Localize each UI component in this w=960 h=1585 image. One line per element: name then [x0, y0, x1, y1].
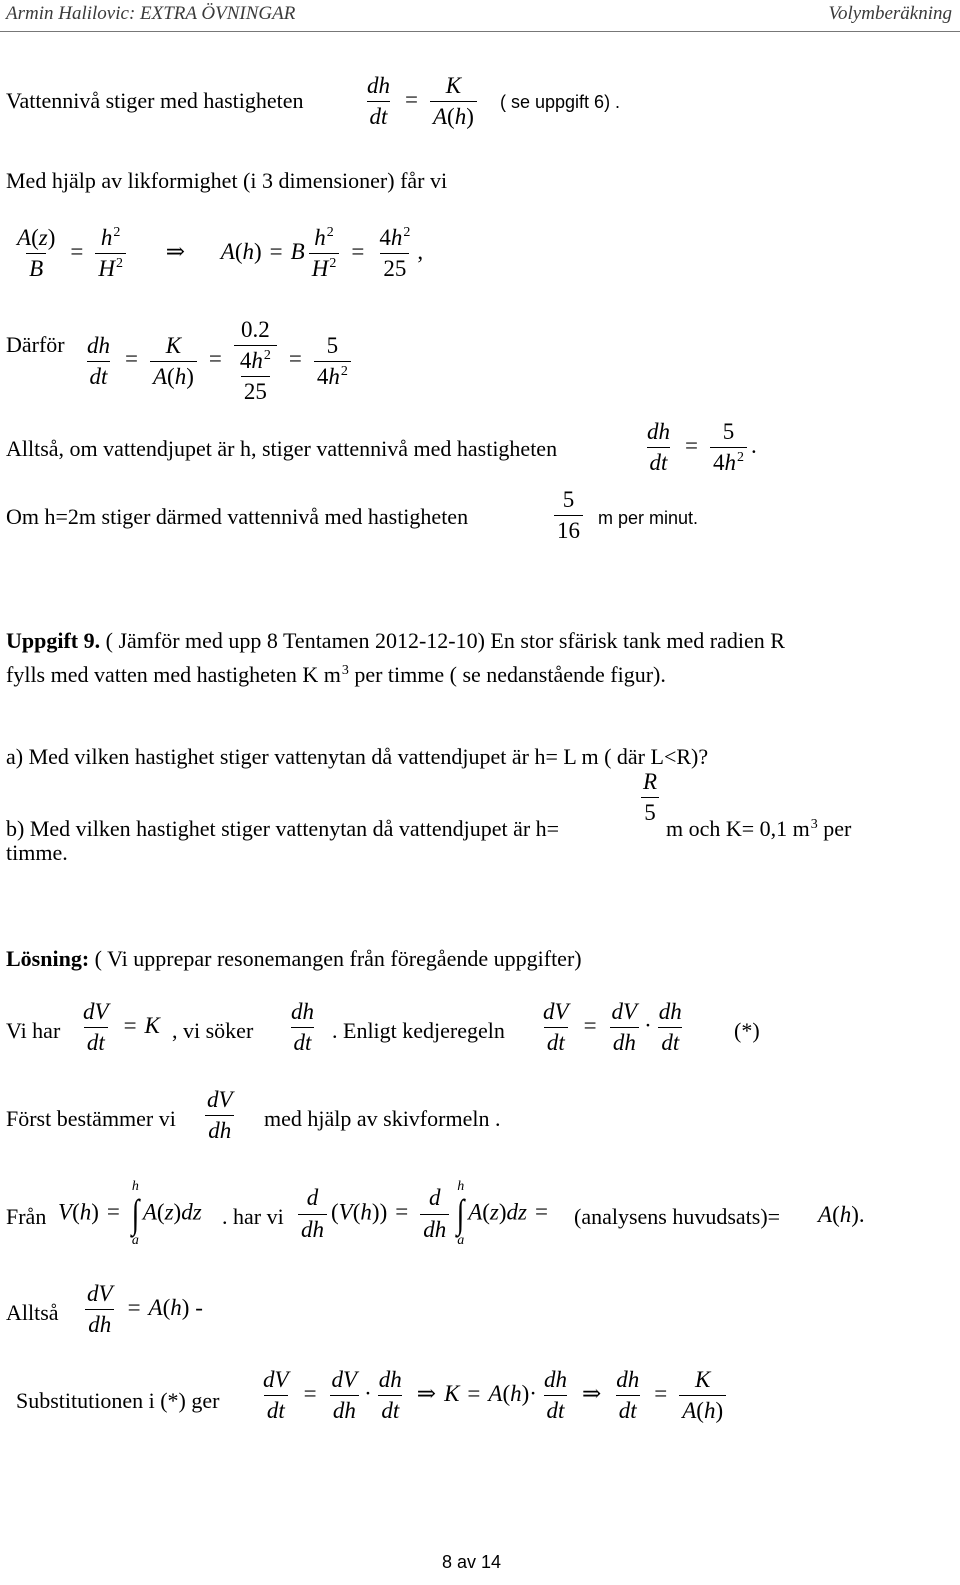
question-b-suffix: per	[823, 816, 852, 841]
question-b-line2: timme.	[6, 840, 68, 865]
harvi-label: . har vi	[222, 1204, 284, 1229]
header-rule	[0, 31, 960, 32]
intro-line1-suffix: ( se uppgift 6) .	[500, 92, 621, 112]
uppgift-line2: fylls med vatten med hastigheten K $m^3$ per timme ( se nedanstående figur).	[6, 662, 666, 687]
question-b-mid: m och K= 0,1 $m^3$ per	[666, 816, 852, 841]
question-b-mid-text: m och K= 0,1 m	[666, 816, 810, 841]
uppgift-text2b: per timme ( se nedanstående figur).	[354, 662, 666, 687]
darfor-label: Därför	[6, 332, 65, 357]
formula-dv-dt-k: $\frac{dV}{dt}$ = K	[83, 999, 160, 1056]
formula-darfor: $\frac{dh}{dt}$ = $\frac{K}{A(h)}$ = $\frac{0.2}{\frac{4h^2}{25}}$ = $\frac{5}{4h^2}$	[80, 318, 355, 404]
formula-chain-rule: $\frac{dV}{dt}$ = $\frac{dV}{dh}$ · $\frac{dh}{dt}$	[543, 999, 682, 1056]
losning-text: ( Vi upprepar resonemangen från föregående uppgifter)	[94, 946, 582, 971]
alltsa-line: Alltså, om vattendjupet är h, stiger vattennivå med hastigheten	[6, 436, 558, 461]
intro-line1-text: Vattennivå stiger med hastigheten	[6, 88, 304, 113]
uppgift-label: Uppgift 9.	[6, 628, 101, 653]
om-line: Om h=2m stiger därmed vattennivå med hastigheten	[6, 504, 469, 529]
formula-derivative-integral: $\frac{d}{dh}$ (V(h)) = $\frac{d}{dh}$ h ∫ a A(z)dz =	[294, 1180, 556, 1248]
forst-label: Först bestämmer vi	[6, 1106, 176, 1131]
per-minut: m per minut.	[598, 508, 699, 528]
question-b-prefix: b) Med vilken hastighet stiger vattenytan då vattendjupet är h=	[6, 816, 560, 841]
formula-r-over-5: $\frac{R}{5}$	[643, 769, 658, 826]
vihar-label: Vi har	[6, 1018, 61, 1043]
formula-ah: A(h).	[818, 1202, 865, 1227]
fran-label: Från	[6, 1204, 47, 1229]
formula-5-over-16: $\frac{5}{16}$	[550, 488, 587, 543]
question-a: a) Med vilken hastighet stiger vattenytan då vattendjupet är h= L m ( där L<R)?	[6, 744, 709, 769]
uppgift-line1	[6, 628, 785, 654]
formula-substitution: $\frac{dV}{dt}$ = $\frac{dV}{dh}$ · $\frac{dh}{dt}$ ⇒ K = A(h)· $\frac{dh}{dt}$ ⇒ $\frac{dh}{dt}$ = $\frac{K}{A(h)}$	[256, 1368, 730, 1423]
subst-label: Substitutionen i (*) ger	[16, 1388, 220, 1413]
visoker-label: , vi söker	[172, 1018, 254, 1043]
page-number: 8 av 14	[442, 1552, 502, 1572]
star-mark: (*)	[734, 1018, 760, 1043]
formula-volume-integral: V(h) = h ∫ a A(z)dz	[58, 1179, 202, 1248]
formula-dv-dh: $\frac{dV}{dh}$	[207, 1087, 233, 1144]
formula-dh-dt: $\frac{dh}{dt}$	[291, 999, 314, 1056]
formula-dh-dt-k-over-ah: $\frac{dh}{dt}$ = $\frac{K}{A(h)}$	[360, 74, 481, 129]
analys-label: (analysens huvudsats)=	[574, 1204, 781, 1229]
formula-similarity: $\frac{A(z)}{B}$ = $\frac{h^2}{H^2}$ ⇒ A(h) = B $\frac{h^2}{H^2}$ = $\frac{4h^2}{25}$ ,	[17, 225, 424, 282]
forst-suffix: med hjälp av skivformeln .	[264, 1106, 501, 1131]
intro-line2: Med hjälp av likformighet (i 3 dimensioner) får vi	[6, 168, 448, 193]
header-left: Armin Halilovic: EXTRA ÖVNINGAR	[6, 3, 296, 24]
uppgift-text2a: fylls med vatten med hastigheten K m	[6, 662, 341, 687]
formula-dv-dh-ah: $\frac{dV}{dh}$ = A(h) -	[87, 1281, 203, 1338]
losning-label: Lösning:	[6, 946, 90, 971]
formula-dh-dt-5-over-4h2: $\frac{dh}{dt}$ = $\frac{5}{4h^2}$ .	[647, 419, 757, 476]
uppgift-text1: ( Jämför med upp 8 Tentamen 2012-12-10) En stor sfärisk tank med radien R	[105, 628, 785, 653]
losning-line	[6, 946, 582, 972]
header-right: Volymberäkning	[828, 3, 952, 24]
alltsa2-label: Alltså	[6, 1300, 59, 1325]
enligt-label: . Enligt kedjeregeln	[332, 1018, 505, 1043]
intro-line1	[6, 88, 304, 114]
